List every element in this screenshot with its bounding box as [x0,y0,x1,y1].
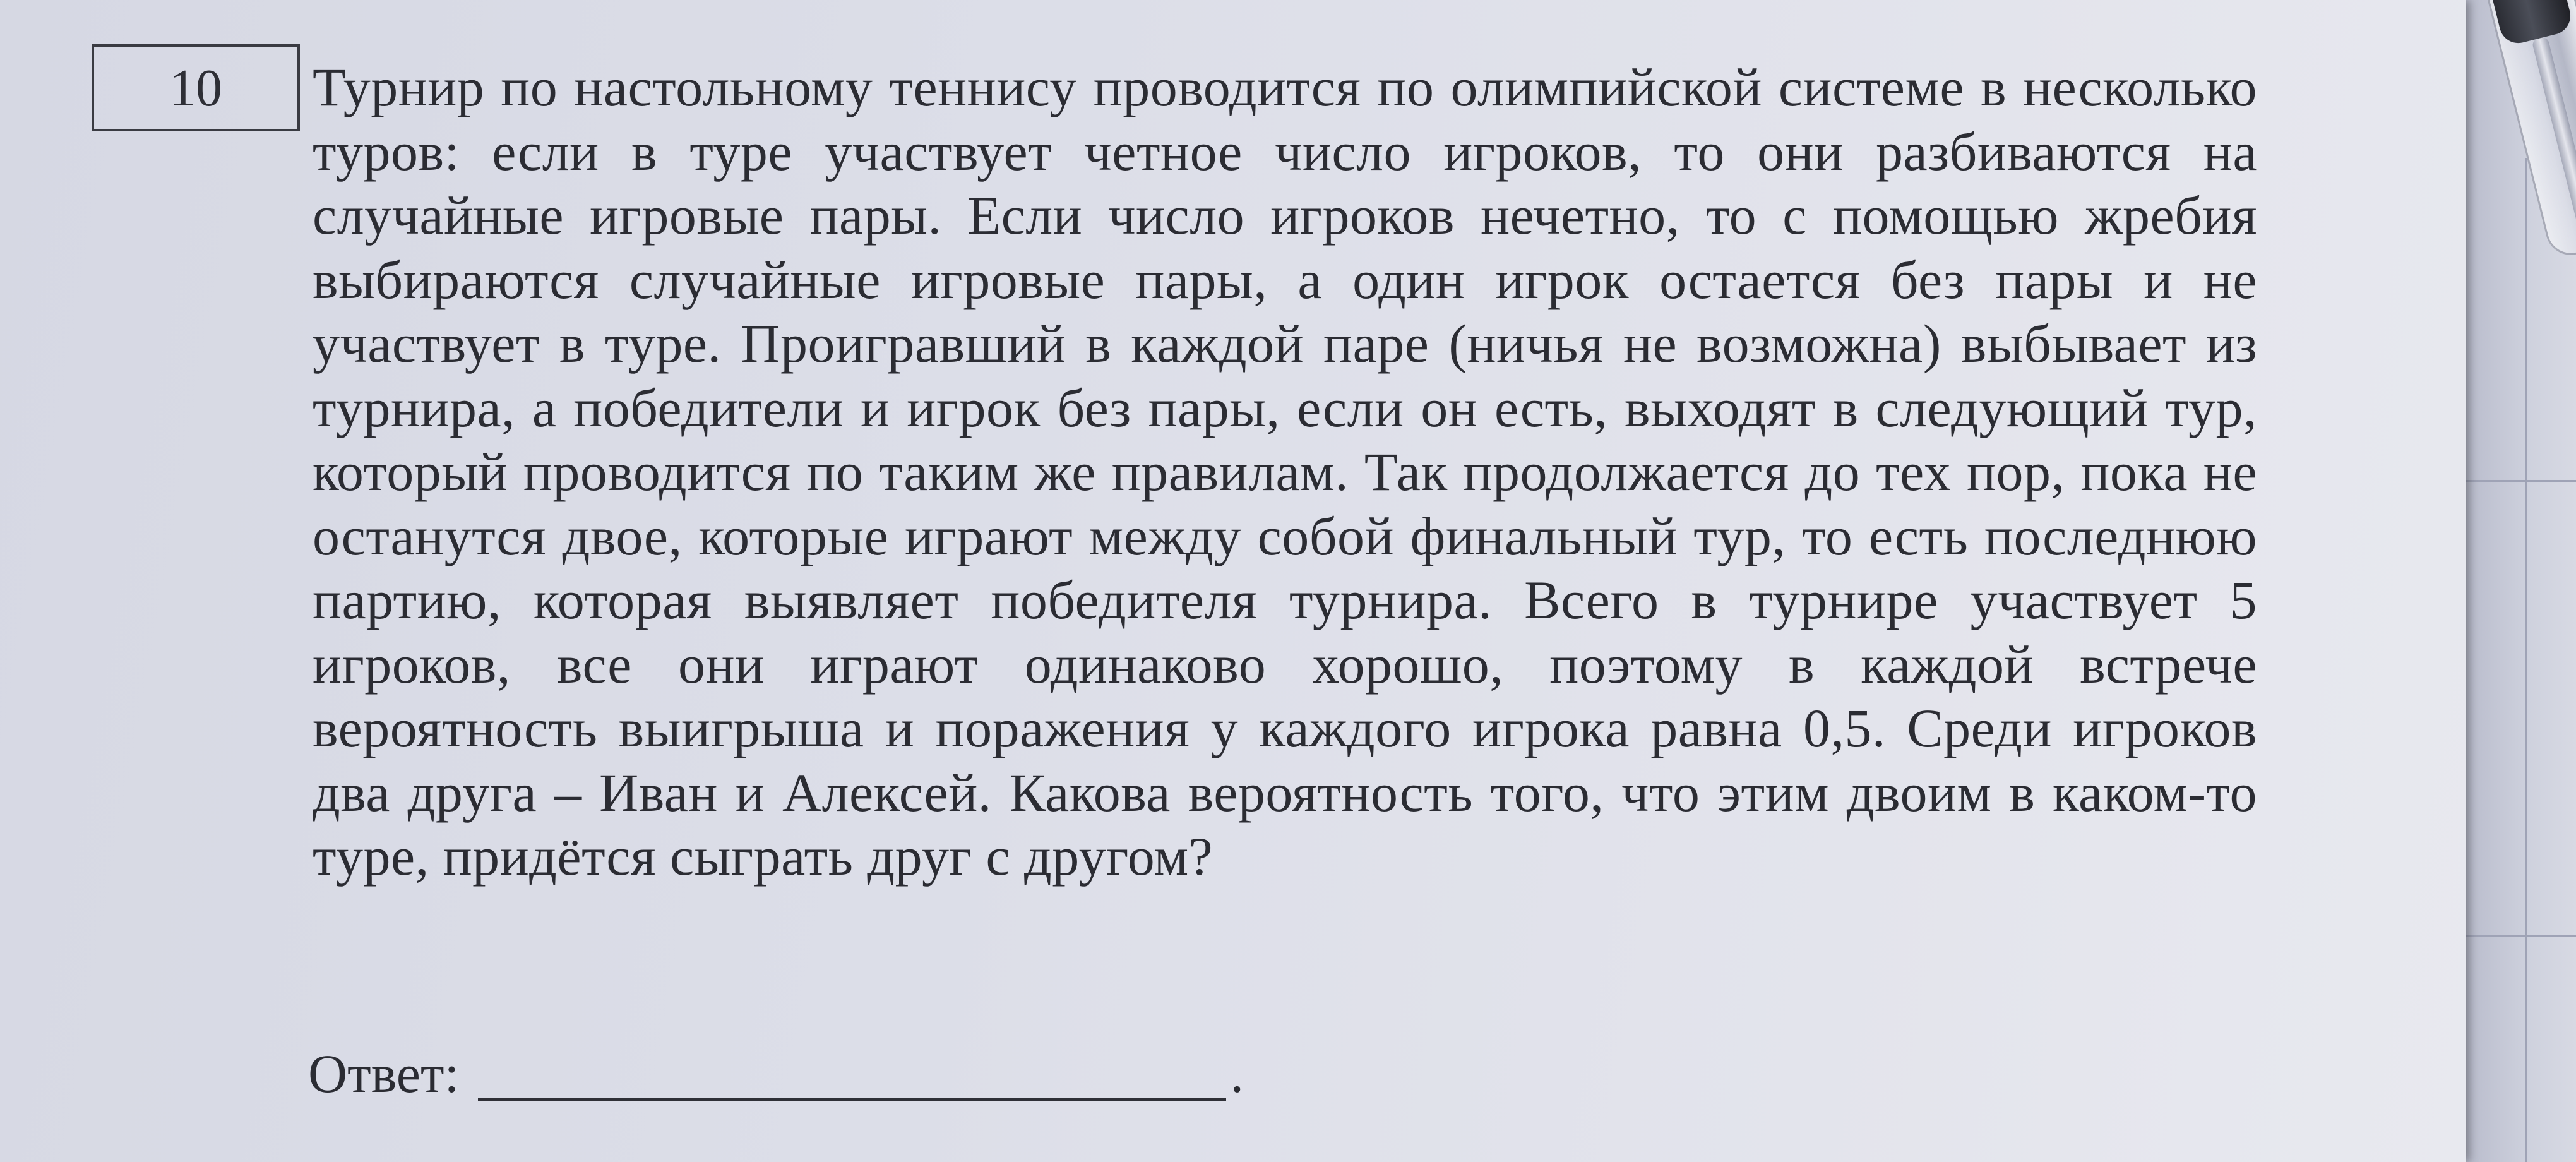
grid-line [2466,480,2576,482]
task-number-box [92,44,300,131]
answer-row [308,1042,1244,1105]
task-number: 10 [169,58,222,117]
grid-line [2466,935,2576,937]
grid-line [2525,158,2527,1162]
answer-field[interactable] [478,1098,1226,1101]
answer-label: Ответ: [308,1043,460,1104]
answer-end-mark: . [1230,1043,1244,1104]
task-text: Турнир по настольному теннису проводится по олимпийской системе в несколько туров: если в туре участвует четное число игроков, то они разбиваются на случайные игровые пары. Если число игроков нечетно, то с помощью жребия выбираются случайные игровые пары, а один игрок остается без пары и не участвует в туре. Проигравший в каждой паре (ничья не возможна) выбывает из турнира, а победители и игрок без пары, если он есть, выходят в следующий тур, который проводится по таким же правилам. Так продолжается до тех пор, пока не останутся двое, которые играют между собой финальный тур, то есть последнюю партию, которая выявляет победителя турнира. Всего в турнире участвует 5 игроков, все они играют одинаково хорошо, поэтому в каждой встрече вероятность выигрыша и поражения у каждого игрока равна 0,5. Среди игроков два друга – Иван и Алексей. Какова вероятность того, что этим двоим в каком-то туре, придётся сыграть друг с другом? [313,57,2257,887]
